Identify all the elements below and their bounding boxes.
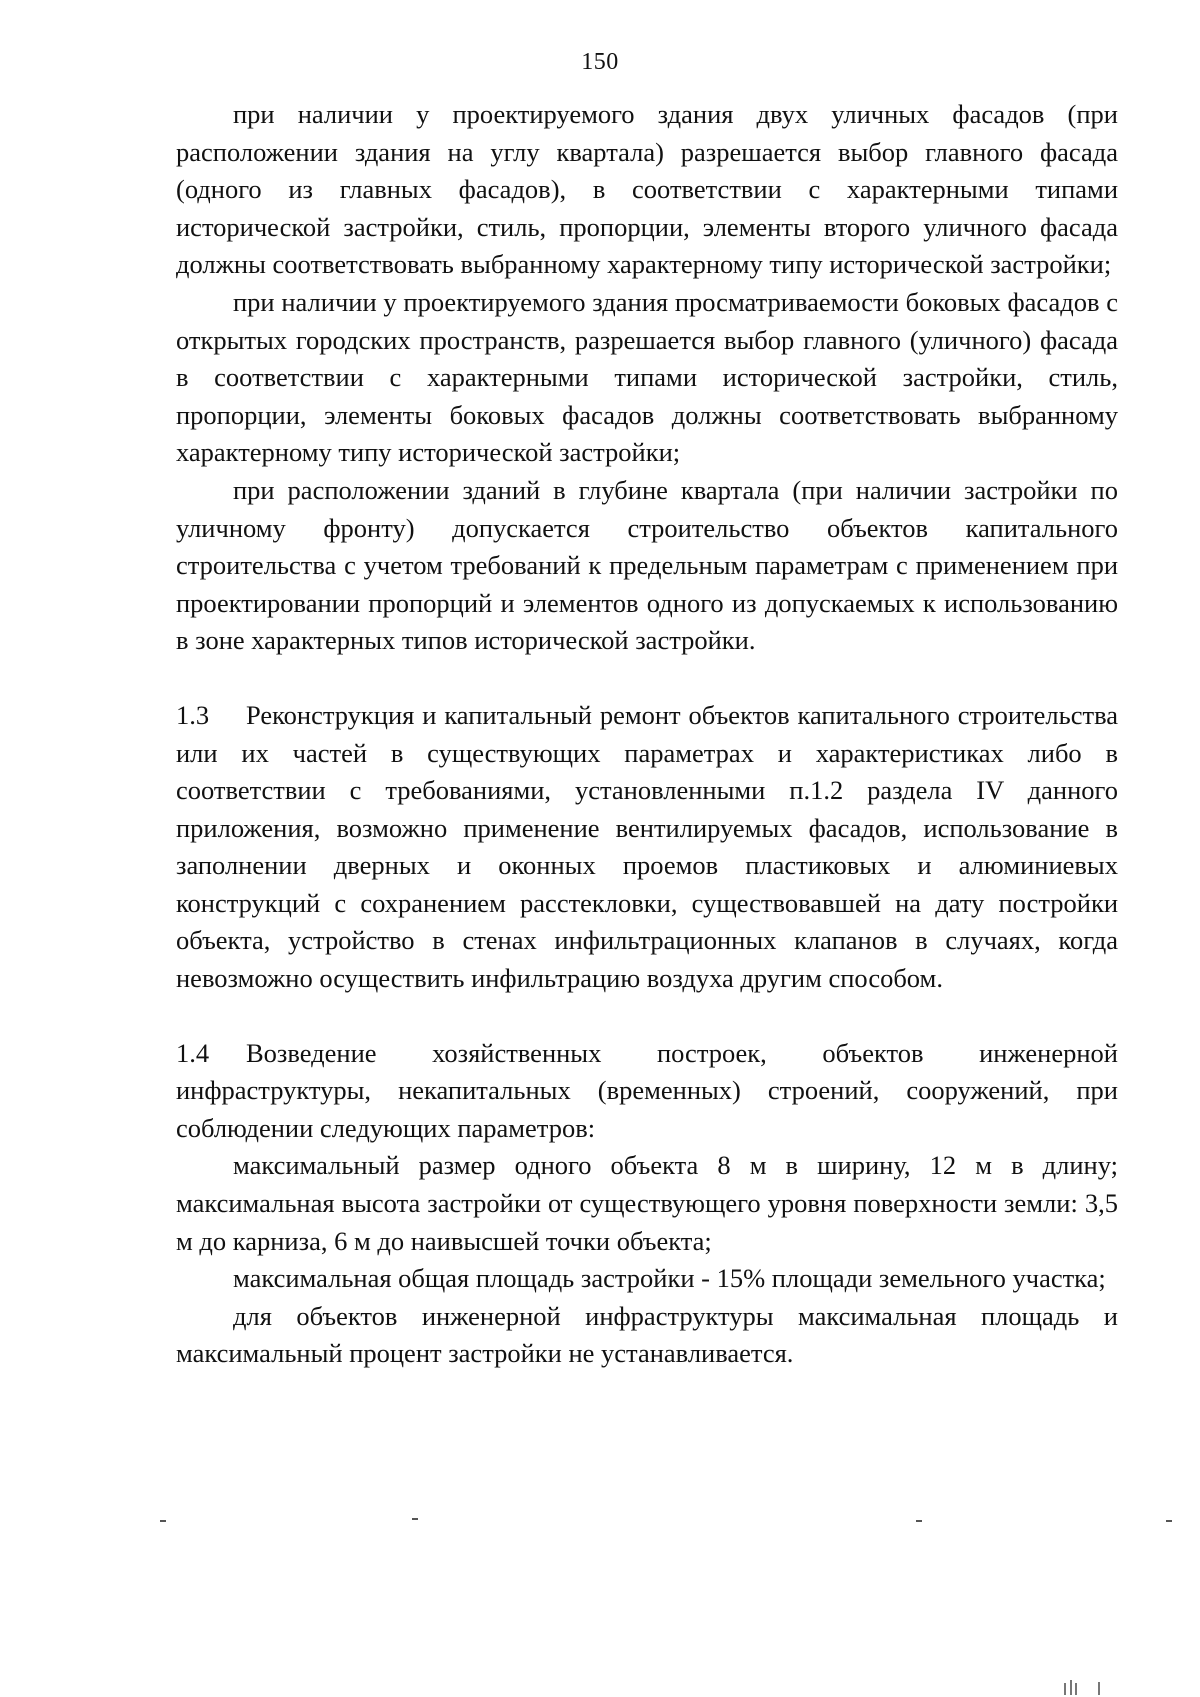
section-1-4-item-area: максимальная общая площадь застройки - 15% площади земельного участка; xyxy=(233,1263,1106,1294)
scan-mark xyxy=(916,1520,922,1522)
paragraph-side-facades: при наличии у проектируемого здания просматриваемости боковых фасадов с открытых городских пространств, разрешается выбор главного (уличного) фасада в соответствии с характерными типами исторической застройки, стиль, пропорции, элементы боковых фасадов должны соответствовать выбранному характерному типу исторической застройки; xyxy=(176,286,1118,468)
section-1-4 xyxy=(176,1035,1118,1148)
scan-mark xyxy=(1064,1683,1066,1695)
scan-mark xyxy=(1070,1680,1072,1695)
document-body xyxy=(176,96,1118,1373)
scan-mark xyxy=(160,1520,166,1522)
paragraph-street-facades: при наличии у проектируемого здания двух уличных фасадов (при расположении здания на углу квартала) разрешается выбор главного фасада (одного из главных фасадов), в соответствии с характерными типами исторической застройки, стиль, пропорции, элементы второго уличного фасада должны соответствовать выбранному характерному типу исторической застройки; xyxy=(176,99,1118,280)
page-number: 150 xyxy=(581,49,619,75)
section-1-4-item-infrastructure: для объектов инженерной инфраструктуры максимальная площадь и максимальный процент застройки не устанавливается. xyxy=(176,1300,1118,1369)
section-1-4-item-size: максимальный размер одного объекта 8 м в ширину, 12 м в длину; максимальная высота застройки от существующего уровня поверхности земли: 3,5 м до карниза, 6 м до наивысшей точки объекта; xyxy=(176,1150,1118,1256)
scan-mark xyxy=(1098,1682,1100,1695)
section-1-3 xyxy=(176,697,1118,998)
scan-mark xyxy=(412,1518,418,1520)
scan-mark xyxy=(1075,1683,1077,1695)
section-1-4-number: 1.4 xyxy=(176,1037,210,1068)
scan-mark xyxy=(1166,1520,1172,1522)
section-1-3-text: Реконструкция и капитальный ремонт объектов капитального строительства или их частей в существующих параметрах и характеристиках либо в соответствии с требованиями, установленными п.1.2 раздела IV данного приложения, возможно применение вентилируемых фасадов, использование в заполнении дверных и оконных проемов пластиковых и алюминиевых конструкций с сохранением расстекловки, существовавшей на дату постройки объекта, устройство в стенах инфильтрационных клапанов в случаях, когда невозможно осуществить инфильтрацию воздуха другим способом. xyxy=(176,699,1118,994)
paragraph-block-depth: при расположении зданий в глубине квартала (при наличии застройки по уличному фронту) допускается строительство объектов капитального строительства с учетом требований к предельным параметрам с применением при проектировании пропорций и элементов одного из допускаемых к использованию в зоне характерных типов исторической застройки. xyxy=(176,474,1118,656)
section-1-4-text: Возведение хозяйственных построек, объектов инженерной инфраструктуры, некапитальных (временных) строений, сооружений, при соблюдении следующих параметров: xyxy=(176,1037,1118,1143)
section-1-3-number: 1.3 xyxy=(176,699,210,730)
